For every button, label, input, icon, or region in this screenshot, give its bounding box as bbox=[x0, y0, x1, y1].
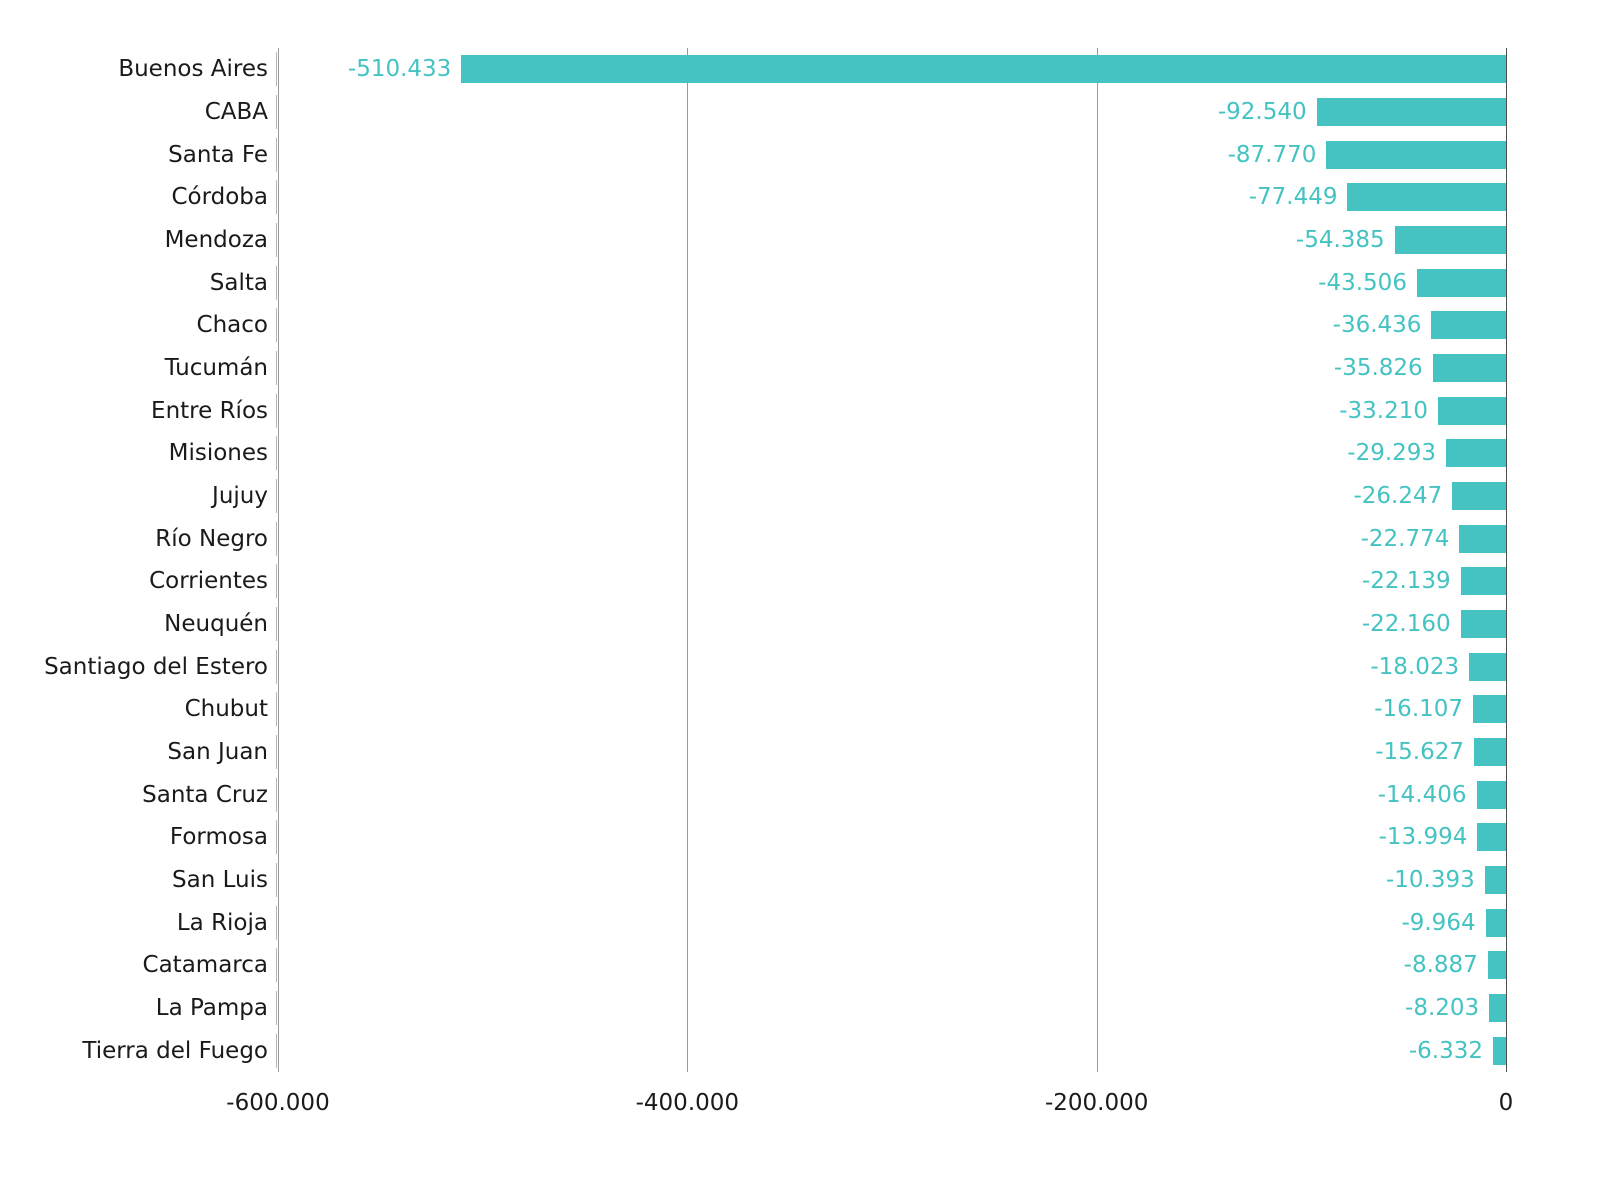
bar bbox=[1326, 141, 1506, 169]
y-axis-label: Santa Fe bbox=[168, 141, 268, 168]
y-axis-tick bbox=[276, 1034, 277, 1068]
bar-value-label: -8.887 bbox=[1403, 952, 1478, 979]
y-axis-tick bbox=[276, 692, 277, 726]
y-axis-tick bbox=[276, 735, 277, 769]
bar bbox=[1317, 98, 1506, 126]
y-axis-tick bbox=[276, 479, 277, 513]
y-axis-tick bbox=[276, 863, 277, 897]
y-axis-tick bbox=[276, 95, 277, 129]
bar bbox=[1485, 866, 1506, 894]
bar bbox=[461, 55, 1506, 83]
y-axis-label: Formosa bbox=[169, 824, 268, 851]
bar bbox=[1489, 994, 1506, 1022]
y-axis-label: La Rioja bbox=[176, 909, 268, 936]
bar-value-label: -26.247 bbox=[1353, 483, 1443, 509]
bar bbox=[1417, 269, 1506, 297]
bar-value-label: -29.293 bbox=[1347, 440, 1437, 467]
x-axis-tick-label: 0 bbox=[1498, 1090, 1514, 1116]
y-axis-tick bbox=[276, 607, 277, 641]
y-axis-tick bbox=[276, 394, 277, 428]
x-axis-tick-label: -400.000 bbox=[635, 1090, 740, 1116]
bar-value-label: -10.393 bbox=[1385, 867, 1475, 893]
y-axis-label: Chubut bbox=[184, 696, 268, 723]
gridline-0 bbox=[1506, 48, 1507, 1072]
bar bbox=[1446, 439, 1506, 467]
y-axis-label: Mendoza bbox=[164, 227, 268, 253]
bar bbox=[1473, 695, 1506, 723]
y-axis-tick bbox=[276, 948, 277, 982]
y-axis-tick bbox=[276, 266, 277, 300]
y-axis-label: La Pampa bbox=[155, 995, 268, 1021]
plot-area bbox=[278, 48, 1506, 1072]
y-axis-label: Río Negro bbox=[155, 525, 268, 552]
y-axis-label: Salta bbox=[209, 269, 268, 296]
bar-value-label: -6.332 bbox=[1408, 1037, 1484, 1064]
y-axis-label: San Luis bbox=[172, 867, 268, 893]
bar-value-label: -92.540 bbox=[1217, 99, 1307, 125]
y-axis-label: Neuquén bbox=[164, 611, 268, 637]
bar bbox=[1433, 354, 1506, 382]
bar-value-label: -87.770 bbox=[1227, 141, 1317, 168]
bar bbox=[1452, 482, 1506, 510]
bar-value-label: -22.774 bbox=[1360, 525, 1450, 552]
bar-value-label: -8.203 bbox=[1405, 995, 1480, 1021]
y-axis-label: Tucumán bbox=[164, 355, 268, 381]
y-axis-label: Chaco bbox=[196, 312, 268, 339]
y-axis-label: Corrientes bbox=[149, 568, 268, 595]
y-axis-tick bbox=[276, 436, 277, 470]
x-axis-tick-label: -200.000 bbox=[1044, 1090, 1149, 1116]
bar-value-label: -54.385 bbox=[1295, 227, 1385, 253]
y-axis-label: Santiago del Estero bbox=[44, 653, 268, 680]
bar-value-label: -16.107 bbox=[1374, 696, 1464, 723]
bar-value-label: -36.436 bbox=[1332, 312, 1422, 339]
bar-value-label: -18.023 bbox=[1370, 653, 1460, 680]
bar-value-label: -510.433 bbox=[347, 56, 452, 83]
bar-value-label: -9.964 bbox=[1401, 909, 1476, 936]
bar bbox=[1459, 525, 1506, 553]
y-axis-tick bbox=[276, 778, 277, 812]
y-axis-tick bbox=[276, 180, 277, 214]
y-axis-tick bbox=[276, 52, 277, 86]
y-axis-tick bbox=[276, 650, 277, 684]
bar-value-label: -15.627 bbox=[1375, 739, 1465, 765]
bar bbox=[1488, 951, 1506, 979]
y-axis-label: Córdoba bbox=[171, 184, 268, 211]
y-axis-label: Jujuy bbox=[212, 483, 268, 509]
bar bbox=[1438, 397, 1506, 425]
y-axis-label: Buenos Aires bbox=[118, 56, 268, 83]
y-axis-tick bbox=[276, 223, 277, 257]
y-axis-label: San Juan bbox=[167, 739, 268, 765]
y-axis-label: Entre Ríos bbox=[151, 397, 268, 424]
bar bbox=[1493, 1037, 1506, 1065]
bar bbox=[1461, 567, 1506, 595]
bar bbox=[1474, 738, 1506, 766]
x-axis-tick-label: -600.000 bbox=[226, 1090, 330, 1116]
y-axis-tick bbox=[276, 991, 277, 1025]
bar-value-label: -35.826 bbox=[1333, 355, 1423, 381]
y-axis-label: Tierra del Fuego bbox=[82, 1037, 268, 1064]
bar-value-label: -22.139 bbox=[1361, 568, 1451, 595]
bar bbox=[1347, 183, 1506, 211]
y-axis-tick bbox=[276, 522, 277, 556]
bar bbox=[1486, 909, 1506, 937]
bar-value-label: -77.449 bbox=[1248, 184, 1338, 211]
y-axis-label: CABA bbox=[204, 99, 268, 125]
y-axis-tick bbox=[276, 564, 277, 598]
bar-value-label: -14.406 bbox=[1377, 781, 1467, 808]
bar bbox=[1461, 610, 1506, 638]
y-axis-label: Misiones bbox=[168, 440, 268, 467]
y-axis-tick bbox=[276, 138, 277, 172]
y-axis-label: Catamarca bbox=[142, 952, 268, 979]
bar bbox=[1395, 226, 1506, 254]
bar-value-label: -13.994 bbox=[1378, 824, 1468, 851]
bar bbox=[1477, 781, 1506, 809]
bar-value-label: -33.210 bbox=[1339, 397, 1429, 424]
bar-value-label: -43.506 bbox=[1318, 269, 1407, 296]
y-axis-tick bbox=[276, 820, 277, 854]
bar-value-label: -22.160 bbox=[1361, 611, 1451, 637]
y-axis-tick bbox=[276, 906, 277, 940]
bar bbox=[1477, 823, 1506, 851]
y-axis-tick bbox=[276, 351, 277, 385]
bar bbox=[1431, 311, 1506, 339]
bar bbox=[1469, 653, 1506, 681]
y-axis-label: Santa Cruz bbox=[142, 781, 268, 808]
y-axis-tick bbox=[276, 308, 277, 342]
